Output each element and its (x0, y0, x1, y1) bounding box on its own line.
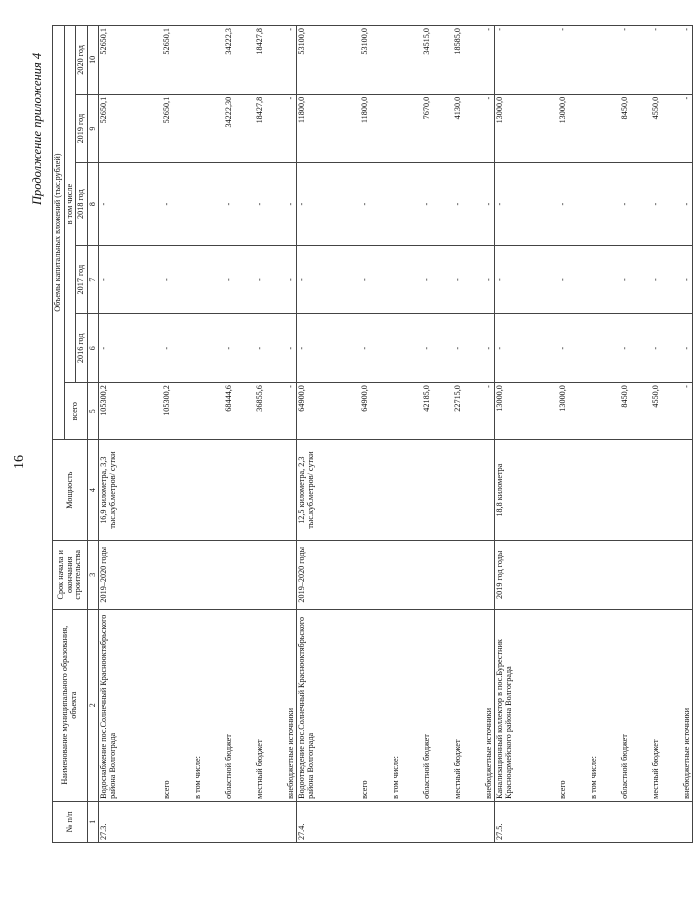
cell-2016: - (630, 314, 661, 383)
cell-2018: - (599, 163, 630, 245)
cell-term (172, 540, 203, 609)
cell-2020: 52650,1 (99, 26, 142, 95)
cell-2019: 8450,0 (599, 94, 630, 163)
cell-capacity (630, 440, 661, 541)
col-num-7: 7 (87, 245, 98, 314)
cell-no (463, 801, 495, 842)
cell-2018: - (339, 163, 370, 245)
cell-total: 105300,2 (141, 383, 172, 440)
cell-capacity (265, 440, 297, 541)
cell-no (537, 801, 568, 842)
cell-no: 27.3. (99, 801, 142, 842)
cell-2017: - (630, 245, 661, 314)
cell-2016: - (495, 314, 538, 383)
cell-2020: 53100,0 (339, 26, 370, 95)
cell-2017 (172, 245, 203, 314)
col-num-9: 9 (87, 94, 98, 163)
table-row (265, 26, 297, 843)
cell-2017: - (463, 245, 495, 314)
cell-capacity (370, 440, 401, 541)
cell-2018 (370, 163, 401, 245)
cell-2016: - (265, 314, 297, 383)
cell-total: 4550,0 (630, 383, 661, 440)
cell-2020: 18585,0 (432, 26, 463, 95)
cell-2020: - (630, 26, 661, 95)
header-name: Наименование муниципального образования, объекта (53, 609, 88, 801)
header-term: Срок начала и окончания строительства (53, 540, 88, 609)
cell-2016: - (339, 314, 370, 383)
cell-2019: 11800,0 (297, 94, 340, 163)
cell-2019: 52650,1 (141, 94, 172, 163)
col-num-2: 2 (87, 609, 98, 801)
col-num-6: 6 (87, 314, 98, 383)
cell-no (661, 801, 693, 842)
table-row (568, 26, 599, 843)
cell-capacity (339, 440, 370, 541)
cell-term (599, 540, 630, 609)
cell-2020: - (463, 26, 495, 95)
cell-term (370, 540, 401, 609)
cell-total: - (265, 383, 297, 440)
cell-total: 22715,0 (432, 383, 463, 440)
cell-2019 (370, 94, 401, 163)
cell-2017: - (661, 245, 693, 314)
cell-2019 (172, 94, 203, 163)
cell-2016: - (432, 314, 463, 383)
cell-2019: 34222,30 (203, 94, 234, 163)
cell-2018: - (630, 163, 661, 245)
table-row (234, 26, 265, 843)
cell-total (568, 383, 599, 440)
cell-no: 27.4. (297, 801, 340, 842)
cell-no (432, 801, 463, 842)
cell-2018 (172, 163, 203, 245)
table-row (432, 26, 463, 843)
header-2020: 2020 год (76, 26, 88, 95)
col-num-4: 4 (87, 440, 98, 541)
cell-total: 64900,0 (297, 383, 340, 440)
cell-name: всего (537, 609, 568, 801)
cell-2020: 53100,0 (297, 26, 340, 95)
table-body (99, 26, 693, 843)
cell-2016: - (203, 314, 234, 383)
cell-name: Водоотведение пос.Солнечный Краснооктябрьского района Волгограда (297, 609, 340, 801)
cell-2020 (172, 26, 203, 95)
table-row (297, 26, 340, 843)
col-num-5: 5 (87, 383, 98, 440)
cell-2018: - (297, 163, 340, 245)
cell-2017: - (265, 245, 297, 314)
cell-capacity (661, 440, 693, 541)
cell-name: областной бюджет (203, 609, 234, 801)
cell-2016: - (401, 314, 432, 383)
cell-2020: 34515,0 (401, 26, 432, 95)
cell-2018: - (203, 163, 234, 245)
cell-2019: - (463, 94, 495, 163)
cell-2016: - (234, 314, 265, 383)
cell-2016: - (141, 314, 172, 383)
header-incl: в том числе (64, 26, 76, 383)
table-row (661, 26, 693, 843)
header-capacity: Мощность (53, 440, 88, 541)
cell-2019: - (661, 94, 693, 163)
cell-2018: - (401, 163, 432, 245)
cell-no: 27.5. (495, 801, 538, 842)
cell-no (370, 801, 401, 842)
cell-name: местный бюджет (432, 609, 463, 801)
cell-2018 (568, 163, 599, 245)
cell-2020: - (599, 26, 630, 95)
cell-capacity: 12,5 километра, 2,3 тыс.куб.метров/ сутки (297, 440, 340, 541)
cell-total: 64900,0 (339, 383, 370, 440)
header-no: № п/п (53, 801, 88, 842)
cell-total: 13000,0 (537, 383, 568, 440)
table-row (339, 26, 370, 843)
cell-2018: - (99, 163, 142, 245)
table-row (99, 26, 142, 843)
cell-term (339, 540, 370, 609)
cell-name: в том числе: (568, 609, 599, 801)
cell-2017: - (297, 245, 340, 314)
cell-2019 (568, 94, 599, 163)
cell-capacity (172, 440, 203, 541)
cell-no (401, 801, 432, 842)
cell-total: 42185,0 (401, 383, 432, 440)
col-num-3: 3 (87, 540, 98, 609)
cell-name: Канализационный коллектор в пос.Бурестник Красноармейского района Волгограда (495, 609, 538, 801)
capital-investment-table (52, 25, 693, 843)
cell-no (630, 801, 661, 842)
cell-2018: - (537, 163, 568, 245)
table-row (537, 26, 568, 843)
cell-2016 (370, 314, 401, 383)
table-row (495, 26, 538, 843)
cell-total: 13000,0 (495, 383, 538, 440)
cell-2017: - (432, 245, 463, 314)
cell-no (172, 801, 203, 842)
cell-capacity (432, 440, 463, 541)
cell-2018: - (495, 163, 538, 245)
cell-total: 68444,6 (203, 383, 234, 440)
cell-name: внебюджетные источники (463, 609, 495, 801)
cell-2016: - (297, 314, 340, 383)
cell-capacity (234, 440, 265, 541)
cell-2020: - (495, 26, 538, 95)
cell-2020 (568, 26, 599, 95)
cell-name: Водоснабжение пос.Солнечный Краснооктябрьского района Волгограда (99, 609, 142, 801)
cell-2016 (172, 314, 203, 383)
cell-capacity (599, 440, 630, 541)
cell-total: - (463, 383, 495, 440)
cell-2020: - (537, 26, 568, 95)
cell-2019: 11800,0 (339, 94, 370, 163)
cell-no (203, 801, 234, 842)
cell-name: в том числе: (172, 609, 203, 801)
continuation-title: Продолжение приложения 4 (30, 52, 44, 205)
table-row (203, 26, 234, 843)
cell-name: местный бюджет (234, 609, 265, 801)
cell-2017: - (203, 245, 234, 314)
cell-2020: 52650,1 (141, 26, 172, 95)
cell-total (370, 383, 401, 440)
cell-2018: - (141, 163, 172, 245)
cell-2016: - (537, 314, 568, 383)
table-row (463, 26, 495, 843)
header-2016: 2016 год (76, 314, 88, 383)
cell-2020: - (265, 26, 297, 95)
cell-2017: - (339, 245, 370, 314)
cell-2016: - (599, 314, 630, 383)
cell-term (568, 540, 599, 609)
cell-term (630, 540, 661, 609)
cell-name: в том числе: (370, 609, 401, 801)
cell-name: внебюджетные источники (661, 609, 693, 801)
cell-term (432, 540, 463, 609)
cell-2018: - (234, 163, 265, 245)
header-total: всего (64, 383, 87, 440)
cell-capacity (203, 440, 234, 541)
cell-no (141, 801, 172, 842)
table-row (401, 26, 432, 843)
cell-capacity (401, 440, 432, 541)
cell-name: областной бюджет (599, 609, 630, 801)
page-number: 16 (12, 455, 27, 469)
cell-total: 105300,2 (99, 383, 142, 440)
cell-2019: 52650,1 (99, 94, 142, 163)
cell-name: местный бюджет (630, 609, 661, 801)
cell-2017: - (234, 245, 265, 314)
cell-2018: - (463, 163, 495, 245)
cell-2017: - (401, 245, 432, 314)
cell-2017: - (99, 245, 142, 314)
cell-no (234, 801, 265, 842)
cell-2017 (370, 245, 401, 314)
cell-term (661, 540, 693, 609)
table-row (599, 26, 630, 843)
cell-total: 36855,6 (234, 383, 265, 440)
cell-2019: 4550,0 (630, 94, 661, 163)
header-2018: 2018 год (76, 163, 88, 245)
cell-capacity: 16,9 километра, 3,3 тыс.куб.метров/ сутки (99, 440, 142, 541)
cell-term (463, 540, 495, 609)
cell-2017 (568, 245, 599, 314)
cell-term (203, 540, 234, 609)
cell-no (599, 801, 630, 842)
cell-name: внебюджетные источники (265, 609, 297, 801)
cell-2019: 13000,0 (537, 94, 568, 163)
cell-term: 2019–2020 годы (297, 540, 340, 609)
cell-total: - (661, 383, 693, 440)
cell-2018: - (265, 163, 297, 245)
cell-2019: 18427,8 (234, 94, 265, 163)
cell-name: всего (141, 609, 172, 801)
cell-2017: - (599, 245, 630, 314)
cell-2016 (568, 314, 599, 383)
col-num-8: 8 (87, 163, 98, 245)
cell-capacity (537, 440, 568, 541)
cell-total (172, 383, 203, 440)
table-row (172, 26, 203, 843)
cell-2017: - (495, 245, 538, 314)
cell-no (339, 801, 370, 842)
cell-2016: - (463, 314, 495, 383)
col-num-10: 10 (87, 26, 98, 95)
cell-2020: - (661, 26, 693, 95)
cell-2019: 13000,0 (495, 94, 538, 163)
header-2019: 2019 год (76, 94, 88, 163)
cell-term (537, 540, 568, 609)
cell-term (401, 540, 432, 609)
cell-name: областной бюджет (401, 609, 432, 801)
cell-name: всего (339, 609, 370, 801)
cell-term: 2019 год годы (495, 540, 538, 609)
cell-2019: 4130,0 (432, 94, 463, 163)
header-volumes: Объемы капитальных вложений (тыс.рублей) (53, 26, 65, 440)
cell-2018: - (432, 163, 463, 245)
cell-capacity: 18,8 километра (495, 440, 538, 541)
cell-2017: - (537, 245, 568, 314)
cell-capacity (568, 440, 599, 541)
table-row (141, 26, 172, 843)
cell-2017: - (141, 245, 172, 314)
table-row (370, 26, 401, 843)
cell-capacity (463, 440, 495, 541)
cell-2019: - (265, 94, 297, 163)
cell-term (141, 540, 172, 609)
col-num-1: 1 (87, 801, 98, 842)
cell-2019: 7670,0 (401, 94, 432, 163)
cell-no (568, 801, 599, 842)
header-2017: 2017 год (76, 245, 88, 314)
cell-2018: - (661, 163, 693, 245)
cell-2020: 18427,8 (234, 26, 265, 95)
cell-term (234, 540, 265, 609)
cell-capacity (141, 440, 172, 541)
cell-2016: - (99, 314, 142, 383)
cell-no (265, 801, 297, 842)
cell-2016: - (661, 314, 693, 383)
cell-total: 8450,0 (599, 383, 630, 440)
table-row (630, 26, 661, 843)
cell-2020 (370, 26, 401, 95)
cell-term: 2019–2020 годы (99, 540, 142, 609)
cell-2020: 34222,3 (203, 26, 234, 95)
cell-term (265, 540, 297, 609)
